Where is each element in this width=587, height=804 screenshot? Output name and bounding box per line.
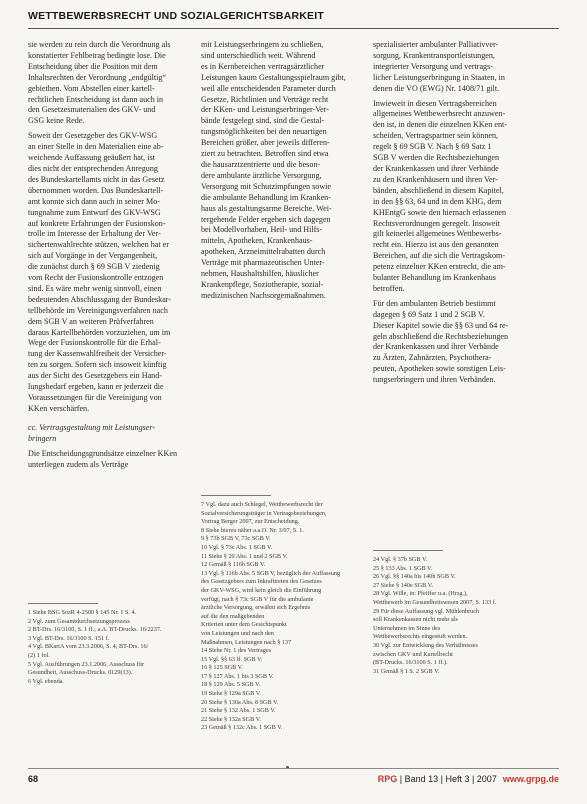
text-line: gebiethen. Vom Abstellen einer kartell- [28, 83, 155, 93]
text-line: den Gesetzesmaterialien des GKV- und [28, 105, 156, 115]
text-line: Wettbewerb im Gesundheitswesen 2007, S. 133 f. [373, 598, 497, 606]
text-line: Leistungen kaum Gestaltungsspielraum gibt, [201, 72, 346, 82]
text-line: Maßnahmen, Leistungen nach § 137 [201, 638, 292, 646]
text-line: bulanter Behandlung im Krankenhaus [373, 273, 496, 283]
journal-url[interactable]: www.grpg.de [502, 774, 559, 784]
text-line: 10 Vgl. § 73c Abs. 1 SGB V. [201, 543, 273, 551]
text-line: Krankenpflege, Soziotherapie, sozial- [201, 279, 324, 289]
text-line: 31 Gemäß § 1 S. 2 SGB V. [373, 667, 440, 675]
text-line: 28 Vgl. Wille, in: Pfeiffer u.a. (Hrsg.), [373, 590, 468, 598]
text-line: SGB V werden die Rechtsbeziehungen [373, 153, 500, 163]
text-line: bänden, abschließend in diesem Kapitel, [373, 185, 504, 195]
text-line: petenz einzelner KKen erstreckt, die am- [373, 262, 506, 272]
text-line: der Krankenkassen und ihrer Verbände [373, 342, 499, 352]
text-line: verfügt, nach § 73c SGB V für die ambulante [201, 595, 314, 603]
text-line: mit Leistungserbringern zu schließen, [201, 40, 324, 49]
text-line: Inhaltsrechten der Verordnung „endgültig“ [28, 72, 167, 82]
paragraph [373, 299, 545, 386]
text-line: der Krankenkassen und ihrer Verbände [373, 163, 499, 173]
text-line: tungsmöglichkeiten bei den neuartigen [201, 127, 327, 137]
header-rule [28, 28, 559, 29]
text-line: nehmen, Haushaltshilfen, häuslicher [201, 269, 319, 279]
text-line: 17 § 127 Abs. 1 bis 3 SGB V. [201, 672, 274, 680]
text-line: 12 Gemäß § 116b SGB V. [201, 561, 266, 569]
column-1 [28, 40, 196, 474]
text-line: integrierter Versorgung und vertrags- [373, 61, 493, 71]
text-line: die zunächst durch § 69 SGB V ziedenig [28, 262, 160, 272]
text-line: 13 Vgl. § 116b Abs. 5 SGB V, bezüglich der Auffassung [201, 569, 341, 577]
text-line: sorgung, Krankentransportleistungen, [373, 50, 495, 60]
text-line: recht ein. Hierzu ist aus den genannten [373, 240, 499, 250]
text-line: Verträge mit pharmazeutischen Unter- [201, 258, 325, 268]
text-line: licher Leistungserbringung in Staaten, in [373, 72, 505, 82]
text-line: tungserbringern und ihren Verbänden. [373, 375, 496, 385]
text-line: bedeutenden Abschlussgang der Bundeskar- [28, 294, 172, 304]
text-line: bringern [28, 433, 57, 443]
text-line: dies nicht der entsprechenden Anregung [28, 163, 158, 173]
text-line: weil alle entscheidenden Parameter durch [201, 83, 336, 93]
text-line: zwischen GKV und Kartellrecht [373, 650, 453, 658]
paragraph [28, 449, 196, 471]
text-line: 26 Vgl. §§ 140a bis 140h SGB V. [373, 573, 456, 581]
text-line: daraus Kartellbehörden vorzuziehen, um im [28, 327, 171, 337]
text-line: amt konnte sich dann auch in seiner Mo- [28, 196, 160, 206]
text-line: Sozialversicherungsträger in Vertragsbeziehungen, [201, 509, 327, 517]
text-line: übernommen worden. Das Bundeskartell- [28, 185, 164, 195]
text-line: des Gesetzgebers zum Inkrafttreten des Gesetzes [201, 578, 322, 586]
text-line: 2 Vgl. zum Gesamtdurchsetzungsprozess [28, 617, 130, 625]
text-line: sind unterschiedlich weit. Während [201, 50, 316, 60]
text-line: auf konkrete Erfahrungen der Fusionskon- [28, 218, 166, 228]
footnote-rule [28, 603, 98, 604]
text-line: GSG keine Rede. [28, 116, 85, 126]
text-line: Bereichen, auf die sich die Vertragskom- [373, 251, 506, 261]
text-line: 20 Siehe § 130a Abs. 8 SGB V. [201, 698, 279, 706]
text-line: ärztliche Versorgung, erwähnt sich Ergebnis [201, 604, 311, 612]
running-header: WETTBEWERBSRECHT UND SOZIALGERICHTSBARKEIT [28, 10, 324, 22]
journal-issue: | Band 13 | Heft 3 | 2007 [397, 774, 497, 784]
paragraph [373, 40, 545, 95]
text-line: zu den Krankenhäusern und ihren Ver- [373, 174, 498, 184]
footer-rule [28, 768, 559, 769]
text-line: Unternehmen im Sinne des [373, 624, 441, 632]
text-line: an einer Stelle in den Materialien eine ab- [28, 142, 164, 152]
text-line: dem SGB V an weiteren Prüfverfahren [28, 316, 154, 326]
text-line: ten zu sorgen. Sofern sich insoweit künftig [28, 360, 167, 370]
text-line: Voraussetzungen für die Vereinigung von [28, 393, 162, 402]
text-line: 22 Siehe § 132a SGB V. [201, 715, 261, 723]
text-line: lungsbedarf ergeben, kann er jederzeit die [28, 382, 164, 392]
text-line: 18 § 129 Abs. 5 SGB V. [201, 681, 261, 689]
text-line: Soweit der Gesetzgeber des GKV-WSG [28, 131, 158, 141]
text-line: denen die VO (EWG) Nr. 1408/71 gilt. [373, 83, 500, 93]
text-line: sind. Es wäre mehr wenig sinnvoll, einen [28, 283, 162, 293]
text-line: Wege der Fusionskontrolle für die Erhal- [28, 338, 161, 348]
text-line: sie werden zu rein durch die Verordnung als [28, 40, 171, 49]
text-line: 4 Vgl. BKartA vom 23.3.2006, S. 4; BT-Drs. 16/ [28, 643, 149, 651]
text-line: des Bundeskartellamts nicht in das Gesetz [28, 174, 165, 184]
text-line: scheiden, Vertragspartner sein können, [373, 131, 499, 141]
journal-info [378, 774, 559, 784]
text-line: den ist, in denen die einzelnen KKen ent- [373, 120, 507, 130]
text-line: medizinischen Nachsorgemaßnahmen. [201, 290, 326, 300]
column-2 [201, 40, 369, 306]
text-line: (BT-Drucks. 16/3100 S. 1 ff.). [373, 659, 448, 667]
text-line: KKen verschärfen. [28, 403, 90, 413]
text-line: 25 § 133 Abs. 1 SGB V. [373, 564, 433, 572]
text-line: Vortrag Berger 2007, zur Entscheidung. [201, 518, 300, 526]
text-line: haus als gestaltungsarme Bereiche. Wei- [201, 203, 332, 213]
text-line: auf die den maßgebenden [201, 612, 265, 620]
text-line: 1 Siehe BSG SozR 4-2500 § 145 Nr. 1 S. 4. [28, 609, 137, 616]
text-line: die hausarztzentrierte und die beson- [201, 159, 321, 169]
text-line: 21 Siehe § 132 Abs. 1 SGB V. [201, 707, 276, 715]
text-line: 9 § 73b SGB V, 73c SGB V. [201, 535, 271, 543]
text-line: (2) 1 fol. [28, 651, 50, 659]
text-line: Für den ambulanten Betrieb bestimmt [373, 298, 496, 308]
text-line: 3 Vgl. BT-Drs. 16/3100 S. 151 f. [28, 634, 110, 642]
footnotes-column-1 [28, 603, 196, 686]
text-line: tung der Kassenwahlfreiheit der Versicher- [28, 349, 167, 359]
text-line: aus der Sicht des Gesetzgebers ein Hand- [28, 371, 162, 381]
text-line: 5 Vgl. Ausführungen 23.1.2006, Ausschuss für [28, 660, 144, 668]
text-line: der KKen- und Leistungserbringer-Ver- [201, 105, 330, 115]
text-line: in den §§ 63, 64 und in dem KHG, dem [373, 196, 502, 206]
text-line: 29 Für diese Auffassung vgl. Mühlenbruch [373, 607, 480, 615]
text-line: 6 Vgl. ebenda. [28, 677, 64, 685]
text-line: tungnahme zum Entwurf des GKV-WSG [28, 207, 161, 217]
paragraph [28, 131, 196, 415]
footnotes-column-3 [373, 550, 545, 676]
text-line: Bereichen größer, aber jeweils differen- [201, 138, 330, 148]
text-line: apotheken, Arzneimittelrabatten durch [201, 247, 326, 257]
text-line: 11 Siehe § 20 Abs. 1 und 2 SGB V. [201, 552, 288, 560]
text-line: 24 Vgl. § 37b SGB V. [373, 556, 428, 563]
text-line: soll Krankenkassen nicht mehr als [373, 616, 458, 624]
text-line: allgemeines Wettbewerbsrecht anzuwen- [373, 109, 506, 119]
text-line: Die Entscheidungsgrundsätze einzelner KKen [28, 448, 178, 458]
text-line: tellbehörde im Vereinigungsverfahren nach [28, 305, 168, 315]
text-line: Kriterien unter dem Gesichtspunkt [201, 621, 287, 629]
text-line: dagegen § 69 Satz 1 und 2 SGB V. [373, 309, 485, 319]
text-line: cc. Vertragsgestaltung mit Leistungser- [28, 422, 156, 432]
text-line: 27 Siehe § 140e SGB V. [373, 581, 433, 589]
paragraph [373, 99, 545, 295]
text-line: bände festgelegt sind, sind die Gestal- [201, 116, 325, 126]
column-3 [373, 40, 545, 390]
text-line: 7 Vgl. dazu auch Schlegel, Wettbewerbsrecht der [201, 501, 323, 508]
text-line: 30 Vgl. zur Entwicklung des Verhältnisses [373, 641, 478, 649]
text-line: sichertenwahlrechte stützen, welchen hat er [28, 240, 169, 250]
text-line: mitteln, Apotheken, Krankenhaus- [201, 236, 313, 246]
text-line: geln abschließend die Rechtsbeziehungen [373, 331, 509, 341]
text-line: Rechtsverordnungen geregelt. Insoweit [373, 218, 500, 228]
text-line: unterliegen zudem als Verträge [28, 459, 129, 469]
paragraph [201, 40, 369, 302]
text-line: spezialisierter ambulanter Palliativver- [373, 40, 499, 49]
footnotes-column-2 [201, 495, 369, 733]
paragraph [28, 40, 196, 127]
journal-brand: RPG [377, 774, 398, 784]
text-line: 19 Siehe § 129a SGB V. [201, 690, 261, 698]
text-line: weichende Auffassung geäußert hat, ist [28, 153, 155, 163]
text-line: der GKV-WSG, wird kein gleich die Einführung [201, 586, 322, 594]
text-line: gilt keinerlei allgemeines Wettbewerbs- [373, 229, 502, 239]
text-line: von Leistungen und nach den [201, 629, 274, 637]
section-subheading [28, 423, 196, 445]
text-line: die ambulante Behandlung im Kranken- [201, 192, 331, 202]
text-line: Gesetze, Richtlinien und Verträge recht [201, 94, 329, 104]
text-line: peuten, Apotheken sowie sonstigen Leis- [373, 364, 506, 374]
text-line: Gesundheit, Ausschuss-Drucks. 0129(13). [28, 669, 133, 677]
text-line: 8 Siehe hierzu näher a.a.O. Nr. 3/07, S. 1. [201, 526, 304, 534]
text-line: Entscheidung über die Position mit dem [28, 61, 158, 71]
footnote-rule [201, 495, 271, 496]
text-line: bei Modellvorhaben, Heil- und Hilfs- [201, 225, 323, 235]
text-line: konstatierter Fehlbetrag bedingte lose. Die [28, 50, 166, 60]
page-number: 68 [28, 774, 39, 784]
text-line: 14 Siehe Nr. 1 des Vertrages [201, 647, 271, 655]
text-line: tergehende Felder ergeben sich dagegen [201, 214, 331, 224]
text-line: vom Recht der Fusionskontrolle entzogen [28, 273, 164, 283]
text-line: Versorgung mit Schutzimpfungen sowie [201, 181, 332, 191]
text-line: trolle im Interesse der Erhaltung der Ver- [28, 229, 161, 239]
text-line: zu Ärzten, Zahnärzten, Psychothera- [373, 353, 492, 363]
text-line: es in Kernbereichen vertragsärztlicher [201, 61, 325, 71]
text-line: regelt § 69 SGB V. Nach § 69 Satz 1 [373, 142, 492, 152]
text-line: betroffen. [373, 283, 405, 293]
text-line: rechtlichen Entscheidung ist dann auch in [28, 94, 164, 104]
text-line: 15 Vgl. §§ 63 ff. SGB V. [201, 655, 263, 663]
footnote-rule [373, 550, 443, 551]
text-line: 23 Gemäß § 132c Abs. 1 SGB V. [201, 724, 283, 732]
text-line: Inwieweit in diesen Vertragsbereichen [373, 98, 497, 108]
text-line: 16 § 125 SGB V. [201, 664, 243, 672]
text-line: ziert zu betrachten. Betroffen sind etwa [201, 149, 329, 159]
text-line: dere ambulante ärztliche Versorgung, [201, 170, 322, 180]
text-line: 2 BT-Drs. 16/3100, S. 1 ff.; a.A. BT-Drucks. 16/2237. [28, 626, 162, 634]
text-line: Wettbewerbsrechts eingestuft werden. [373, 633, 468, 641]
text-line: Dieser Kapitel sowie die §§ 63 und 64 re- [373, 320, 509, 330]
text-line: KHEntgG sowie den hiernach erlassenen [373, 207, 507, 217]
text-line: sich auf Vorgänge in der Vergangenheit, [28, 251, 158, 261]
